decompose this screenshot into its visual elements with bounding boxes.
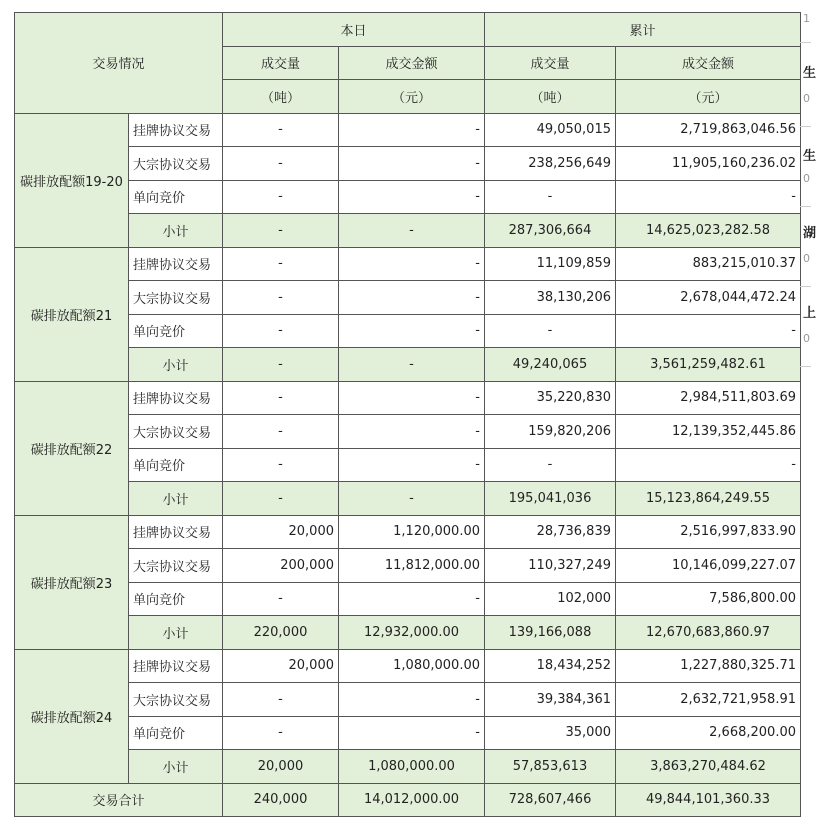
total-today-amt-cell: 14,012,000.00 — [339, 783, 485, 817]
subtotal-cum-amt-cell: 3,561,259,482.61 — [616, 348, 801, 382]
subtotal-cum-vol-cell: 139,166,088 — [485, 616, 616, 650]
subtotal-today-vol-cell: - — [223, 348, 339, 382]
table-row — [15, 147, 801, 181]
trade-type-cell: 挂牌协议交易 — [129, 113, 223, 147]
cum-volume-cell: 35,220,830 — [485, 381, 616, 415]
side-fragment-text: 0 — [803, 252, 810, 265]
subtotal-cum-amt-cell: 3,863,270,484.62 — [616, 750, 801, 784]
today-amount-cell: - — [339, 314, 485, 348]
trade-type-cell: 单向竞价 — [129, 180, 223, 214]
carbon-trading-table — [14, 12, 801, 817]
cum-volume-cell: 102,000 — [485, 582, 616, 616]
side-fragment-text: 1 — [803, 12, 810, 25]
today-volume-cell: - — [223, 381, 339, 415]
side-divider — [800, 206, 811, 207]
category-cell: 碳排放配额19-20 — [15, 113, 129, 247]
subtotal-today-amt-cell: - — [339, 348, 485, 382]
today-group-header: 本日 — [223, 13, 485, 47]
table-row — [15, 113, 801, 147]
category-cell: 碳排放配额21 — [15, 247, 129, 381]
subtotal-cum-amt-cell: 14,625,023,282.58 — [616, 214, 801, 248]
cum-volume-cell: 159,820,206 — [485, 415, 616, 449]
category-cell: 碳排放配额23 — [15, 515, 129, 649]
table-row — [15, 314, 801, 348]
cum-volume-cell: 49,050,015 — [485, 113, 616, 147]
table-row — [15, 515, 801, 549]
subtotal-today-amt-cell: - — [339, 482, 485, 516]
cum-volume-cell: 39,384,361 — [485, 683, 616, 717]
subtotal-today-vol-cell: - — [223, 482, 339, 516]
cumulative-group-header: 累计 — [485, 13, 801, 47]
table-row — [15, 180, 801, 214]
table-row — [15, 448, 801, 482]
total-cum-amt-cell: 49,844,101,360.33 — [616, 783, 801, 817]
subtotal-today-amt-cell: - — [339, 214, 485, 248]
today-volume-cell: - — [223, 716, 339, 750]
today-amount-cell: - — [339, 448, 485, 482]
today-amount-cell: - — [339, 247, 485, 281]
trade-type-cell: 大宗协议交易 — [129, 683, 223, 717]
subtotal-today-vol-cell: 220,000 — [223, 616, 339, 650]
side-divider — [800, 126, 811, 127]
total-today-vol-cell: 240,000 — [223, 783, 339, 817]
cum-amount-unit: （元） — [616, 80, 801, 114]
today-volume-header: 成交量 — [223, 46, 339, 80]
table-row — [15, 649, 801, 683]
today-volume-cell: - — [223, 314, 339, 348]
subtotal-today-vol-cell: 20,000 — [223, 750, 339, 784]
side-fragment-text: 生 — [803, 149, 816, 164]
subtotal-cum-vol-cell: 57,853,613 — [485, 750, 616, 784]
cum-volume-unit: （吨） — [485, 80, 616, 114]
today-amount-cell: - — [339, 180, 485, 214]
subtotal-today-amt-cell: 12,932,000.00 — [339, 616, 485, 650]
today-volume-cell: 20,000 — [223, 515, 339, 549]
subtotal-label: 小计 — [129, 750, 223, 784]
cum-volume-cell: 38,130,206 — [485, 281, 616, 315]
subtotal-row — [15, 750, 801, 784]
subtotal-cum-vol-cell: 287,306,664 — [485, 214, 616, 248]
subtotal-row — [15, 214, 801, 248]
subtotal-cum-amt-cell: 15,123,864,249.55 — [616, 482, 801, 516]
side-fragment-text: 湖 — [803, 226, 816, 241]
today-volume-cell: - — [223, 281, 339, 315]
cum-amount-cell: 2,668,200.00 — [616, 716, 801, 750]
today-amount-cell: 1,120,000.00 — [339, 515, 485, 549]
table-row — [15, 683, 801, 717]
subtotal-today-amt-cell: 1,080,000.00 — [339, 750, 485, 784]
trade-type-cell: 挂牌协议交易 — [129, 247, 223, 281]
today-amount-cell: - — [339, 582, 485, 616]
trade-type-cell: 挂牌协议交易 — [129, 515, 223, 549]
cum-volume-cell: 28,736,839 — [485, 515, 616, 549]
cum-amount-cell: 11,905,160,236.02 — [616, 147, 801, 181]
subtotal-label: 小计 — [129, 616, 223, 650]
today-volume-cell: - — [223, 247, 339, 281]
trade-type-cell: 挂牌协议交易 — [129, 649, 223, 683]
side-divider — [800, 366, 811, 367]
table-row — [15, 415, 801, 449]
subtotal-cum-vol-cell: 49,240,065 — [485, 348, 616, 382]
total-label: 交易合计 — [15, 783, 223, 817]
subtotal-row — [15, 616, 801, 650]
cum-amount-cell: 883,215,010.37 — [616, 247, 801, 281]
today-volume-cell: 20,000 — [223, 649, 339, 683]
cum-volume-cell: 18,434,252 — [485, 649, 616, 683]
trade-type-cell: 单向竞价 — [129, 716, 223, 750]
subtotal-cum-amt-cell: 12,670,683,860.97 — [616, 616, 801, 650]
total-cum-vol-cell: 728,607,466 — [485, 783, 616, 817]
side-fragment-text: 0 — [803, 332, 810, 345]
trade-type-cell: 单向竞价 — [129, 314, 223, 348]
today-amount-cell: - — [339, 683, 485, 717]
today-volume-cell: - — [223, 582, 339, 616]
row-header-cell: 交易情况 — [15, 13, 223, 114]
today-volume-cell: - — [223, 415, 339, 449]
trade-type-cell: 挂牌协议交易 — [129, 381, 223, 415]
today-volume-cell: - — [223, 113, 339, 147]
trade-type-cell: 大宗协议交易 — [129, 147, 223, 181]
cum-amount-cell: 7,586,800.00 — [616, 582, 801, 616]
category-cell: 碳排放配额22 — [15, 381, 129, 515]
side-fragment-text: 上 — [803, 306, 816, 321]
subtotal-label: 小计 — [129, 214, 223, 248]
trade-type-cell: 单向竞价 — [129, 582, 223, 616]
header-row-1 — [15, 13, 801, 47]
cum-volume-cell: - — [485, 448, 616, 482]
cum-volume-cell: 35,000 — [485, 716, 616, 750]
category-cell: 碳排放配额24 — [15, 649, 129, 783]
cum-amount-cell: - — [616, 180, 801, 214]
today-amount-unit: （元） — [339, 80, 485, 114]
trade-type-cell: 大宗协议交易 — [129, 281, 223, 315]
cum-amount-cell: 12,139,352,445.86 — [616, 415, 801, 449]
trade-type-cell: 大宗协议交易 — [129, 549, 223, 583]
today-volume-cell: 200,000 — [223, 549, 339, 583]
today-volume-unit: （吨） — [223, 80, 339, 114]
cum-amount-cell: 2,516,997,833.90 — [616, 515, 801, 549]
cum-volume-cell: - — [485, 314, 616, 348]
side-fragment-text: 0 — [803, 172, 810, 185]
table-row — [15, 582, 801, 616]
cum-volume-header: 成交量 — [485, 46, 616, 80]
cum-amount-cell: 2,719,863,046.56 — [616, 113, 801, 147]
today-amount-cell: 1,080,000.00 — [339, 649, 485, 683]
cum-volume-cell: 11,109,859 — [485, 247, 616, 281]
subtotal-label: 小计 — [129, 348, 223, 382]
subtotal-cum-vol-cell: 195,041,036 — [485, 482, 616, 516]
today-amount-cell: - — [339, 716, 485, 750]
subtotal-today-vol-cell: - — [223, 214, 339, 248]
subtotal-row — [15, 348, 801, 382]
today-amount-cell: - — [339, 281, 485, 315]
cum-volume-cell: 110,327,249 — [485, 549, 616, 583]
today-volume-cell: - — [223, 448, 339, 482]
side-divider — [800, 286, 811, 287]
cum-amount-cell: 1,227,880,325.71 — [616, 649, 801, 683]
subtotal-row — [15, 482, 801, 516]
table-row — [15, 247, 801, 281]
cum-amount-cell: 2,678,044,472.24 — [616, 281, 801, 315]
side-fragment-text: 0 — [803, 92, 810, 105]
total-row — [15, 783, 801, 817]
today-volume-cell: - — [223, 683, 339, 717]
cum-amount-cell: 10,146,099,227.07 — [616, 549, 801, 583]
today-amount-cell: - — [339, 381, 485, 415]
trade-type-cell: 大宗协议交易 — [129, 415, 223, 449]
today-amount-cell: - — [339, 415, 485, 449]
side-fragment-text: 生 — [803, 66, 816, 81]
cum-amount-header: 成交金额 — [616, 46, 801, 80]
today-amount-cell: - — [339, 113, 485, 147]
table-row — [15, 281, 801, 315]
table-row — [15, 716, 801, 750]
trade-type-cell: 单向竞价 — [129, 448, 223, 482]
cum-volume-cell: - — [485, 180, 616, 214]
subtotal-label: 小计 — [129, 482, 223, 516]
adjacent-panel-fragment — [800, 0, 816, 824]
table-row — [15, 381, 801, 415]
cum-amount-cell: - — [616, 314, 801, 348]
table-row — [15, 549, 801, 583]
today-volume-cell: - — [223, 147, 339, 181]
cum-amount-cell: 2,984,511,803.69 — [616, 381, 801, 415]
cum-amount-cell: - — [616, 448, 801, 482]
today-amount-cell: - — [339, 147, 485, 181]
cum-volume-cell: 238,256,649 — [485, 147, 616, 181]
cum-amount-cell: 2,632,721,958.91 — [616, 683, 801, 717]
side-divider — [800, 42, 811, 43]
today-volume-cell: - — [223, 180, 339, 214]
today-amount-cell: 11,812,000.00 — [339, 549, 485, 583]
today-amount-header: 成交金额 — [339, 46, 485, 80]
